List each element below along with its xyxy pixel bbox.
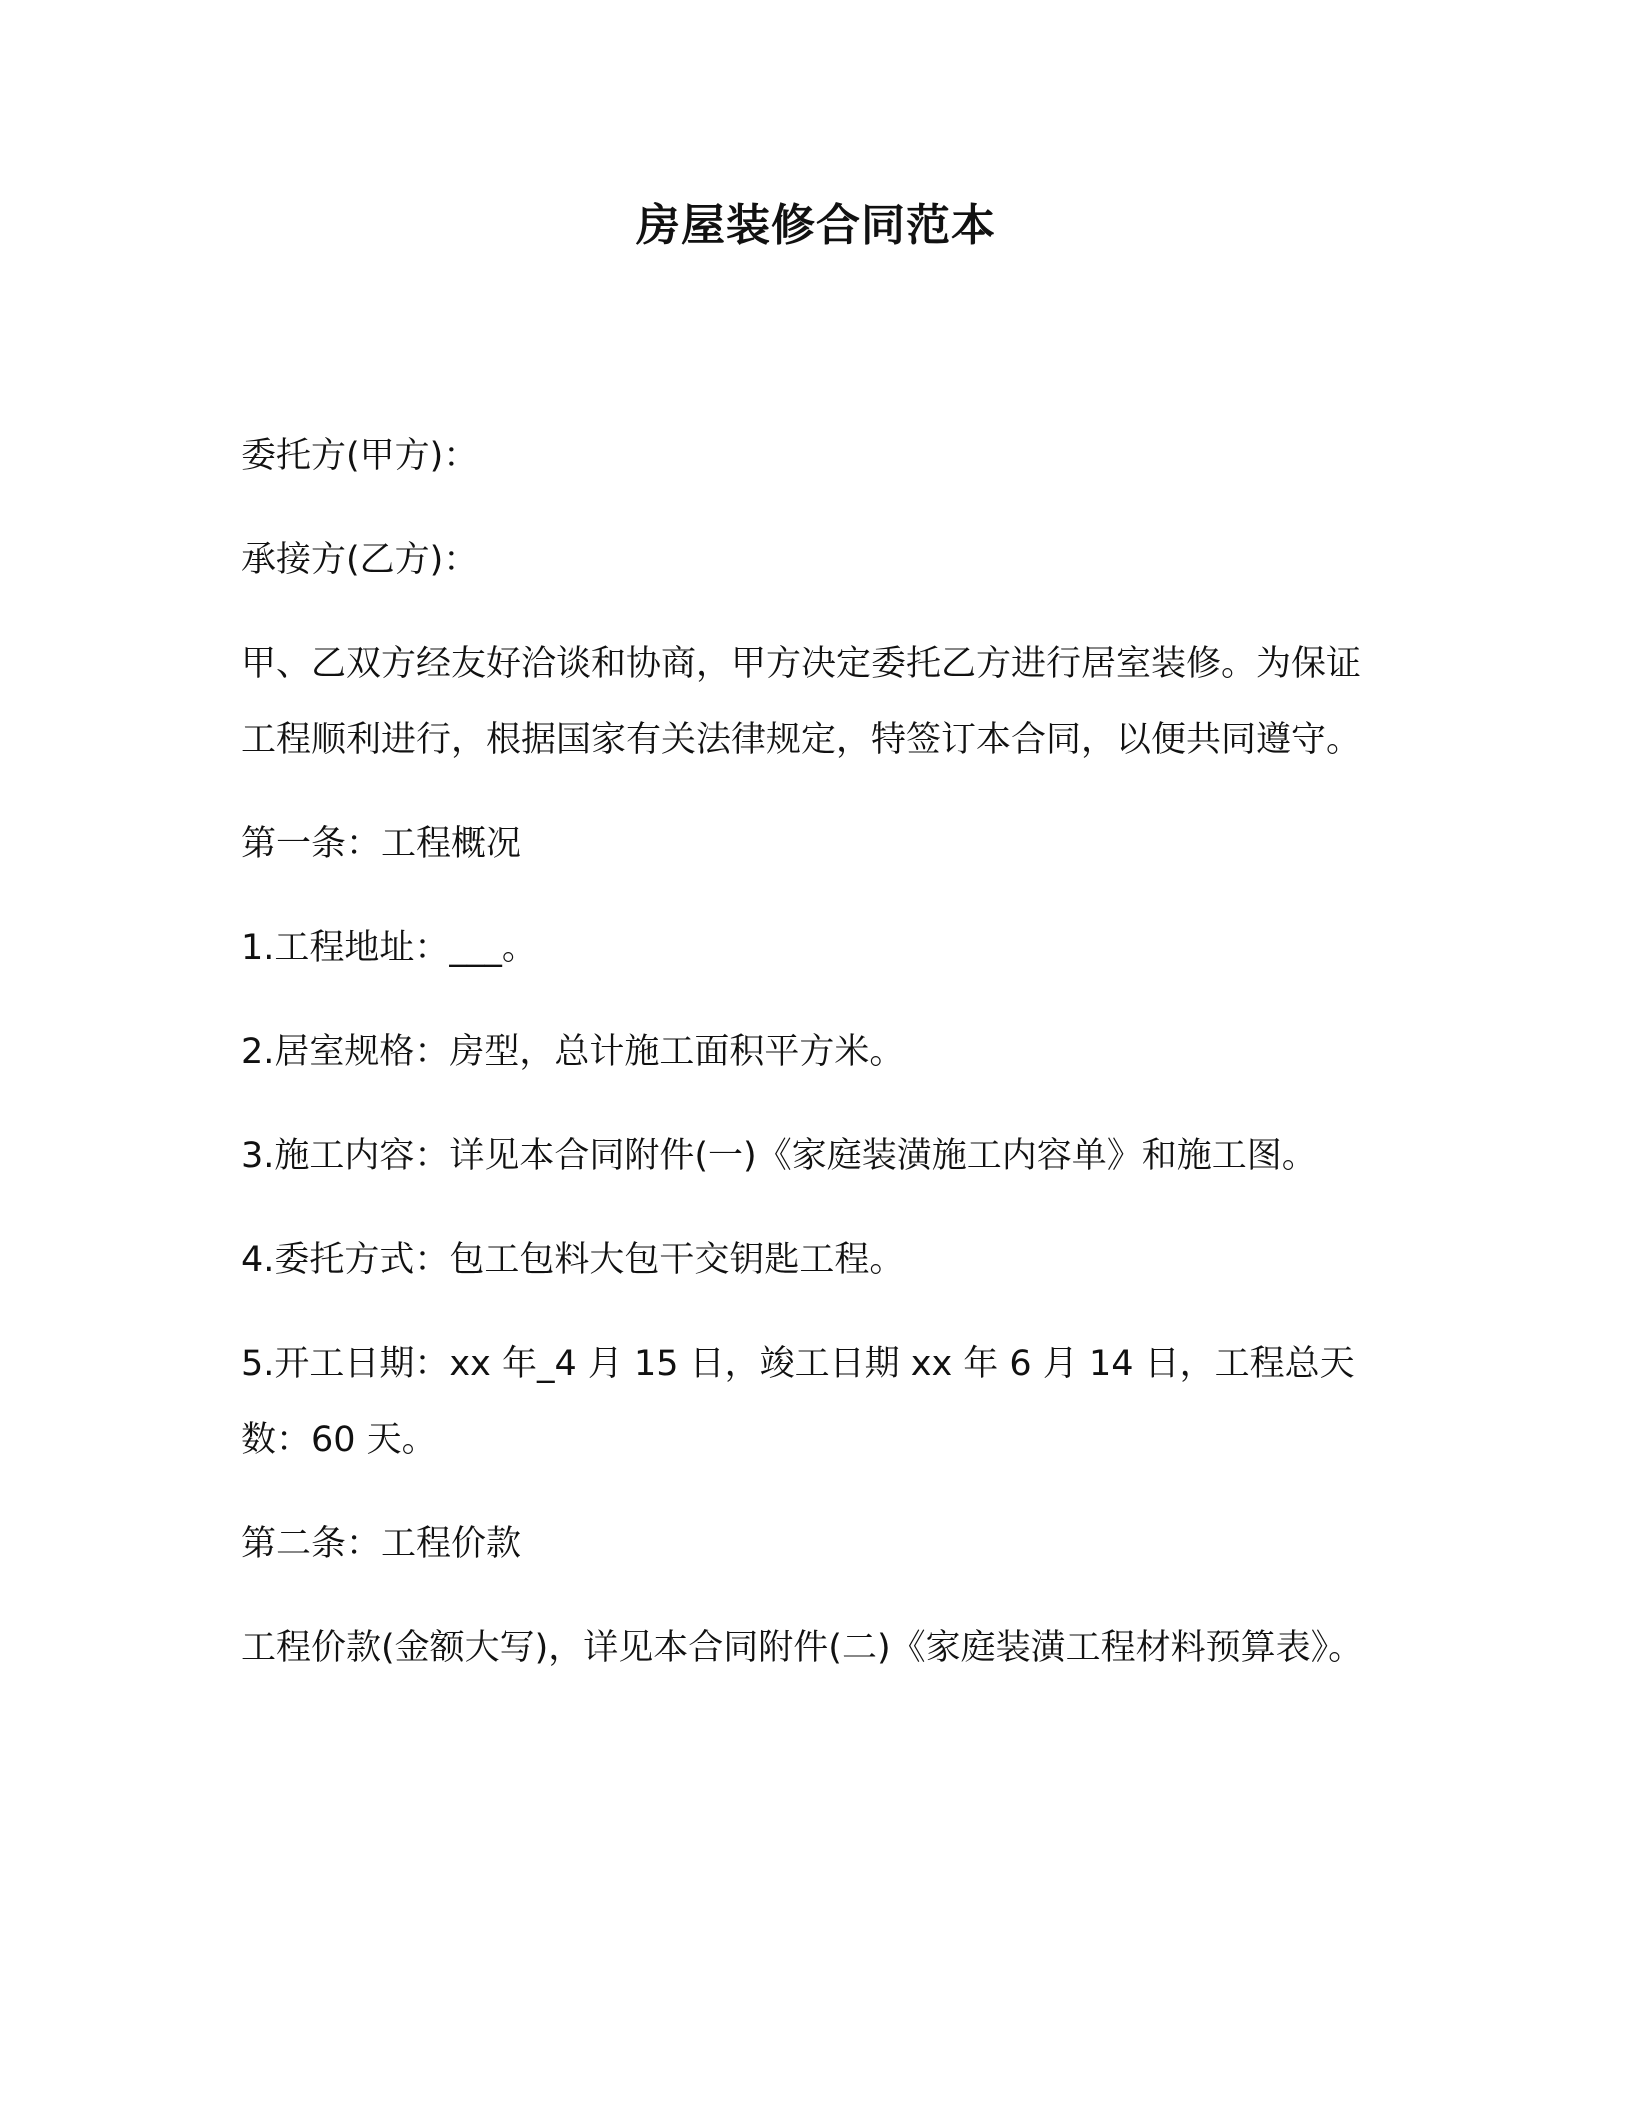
clause-project-address: 1.工程地址：___。 (241, 928, 537, 968)
party-b-line: 承接方(乙方)： (241, 540, 479, 580)
preamble-paragraph: 甲、乙双方经友好洽谈和协商，甲方决定委托乙方进行居室装修。为保证工程顺利进行，根据国家有关法律规定，特签订本合同，以便共同遵守。 (241, 644, 1362, 760)
clause-room-spec: 2.居室规格：房型，总计施工面积平方米。 (241, 1032, 905, 1072)
clause-schedule: 5.开工日期：xx 年_4 月 15 日，竣工日期 xx 年 6 月 14 日，工程总天数：60 天。 (241, 1344, 1355, 1460)
party-a-line: 委托方(甲方)： (241, 436, 479, 476)
clause-commission-method: 4.委托方式：包工包料大包干交钥匙工程。 (241, 1240, 905, 1280)
article-2-heading: 第二条：工程价款 (241, 1524, 522, 1564)
document-title: 房屋装修合同范本 (636, 200, 996, 251)
clause-project-price: 工程价款(金额大写)，详见本合同附件(二)《家庭装潢工程材料预算表》。 (241, 1628, 1364, 1668)
clause-work-content: 3.施工内容：详见本合同附件(一)《家庭装潢施工内容单》和施工图。 (241, 1136, 1317, 1176)
article-1-heading: 第一条：工程概况 (241, 824, 522, 864)
document-body (241, 418, 1381, 1714)
